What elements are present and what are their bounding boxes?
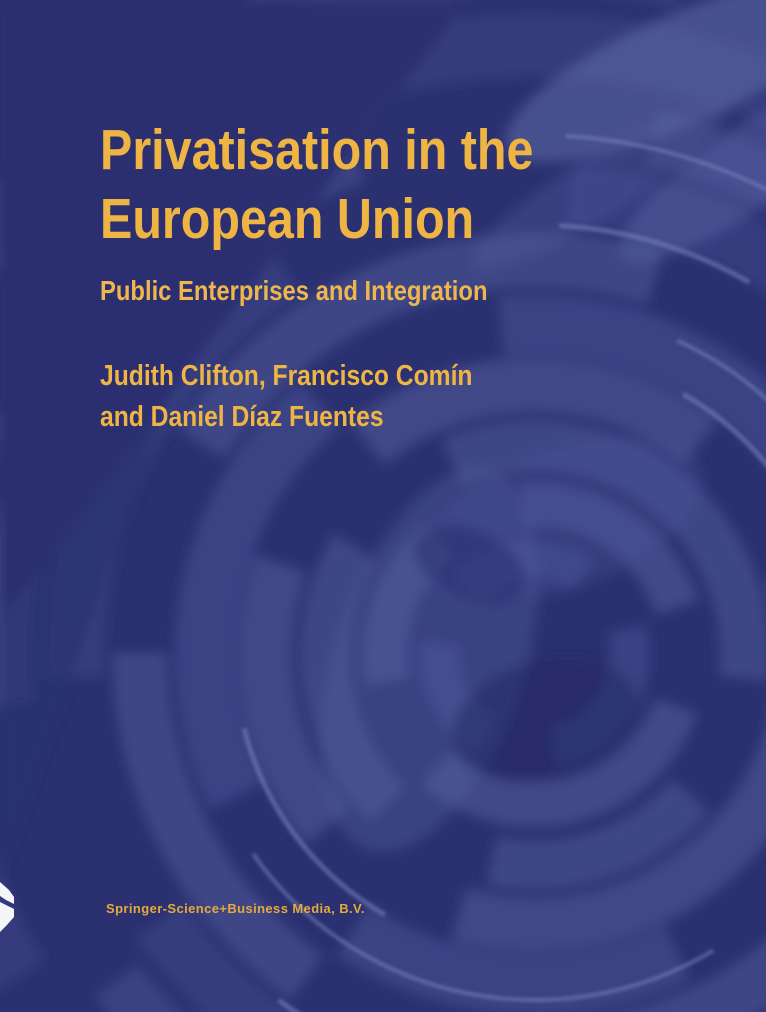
book-authors: [100, 356, 472, 438]
publisher-name: Springer-Science+Business Media, B.V.: [106, 901, 365, 916]
publisher-logo-icon: [0, 876, 16, 940]
book-title-line1: Privatisation in the: [100, 118, 534, 182]
book-title: [100, 116, 533, 254]
book-title-line2: European Union: [100, 187, 475, 251]
book-authors-line2: and Daniel Díaz Fuentes: [100, 401, 384, 433]
book-authors-line1: Judith Clifton, Francisco Comín: [100, 360, 473, 392]
book-subtitle: Public Enterprises and Integration: [100, 275, 488, 306]
